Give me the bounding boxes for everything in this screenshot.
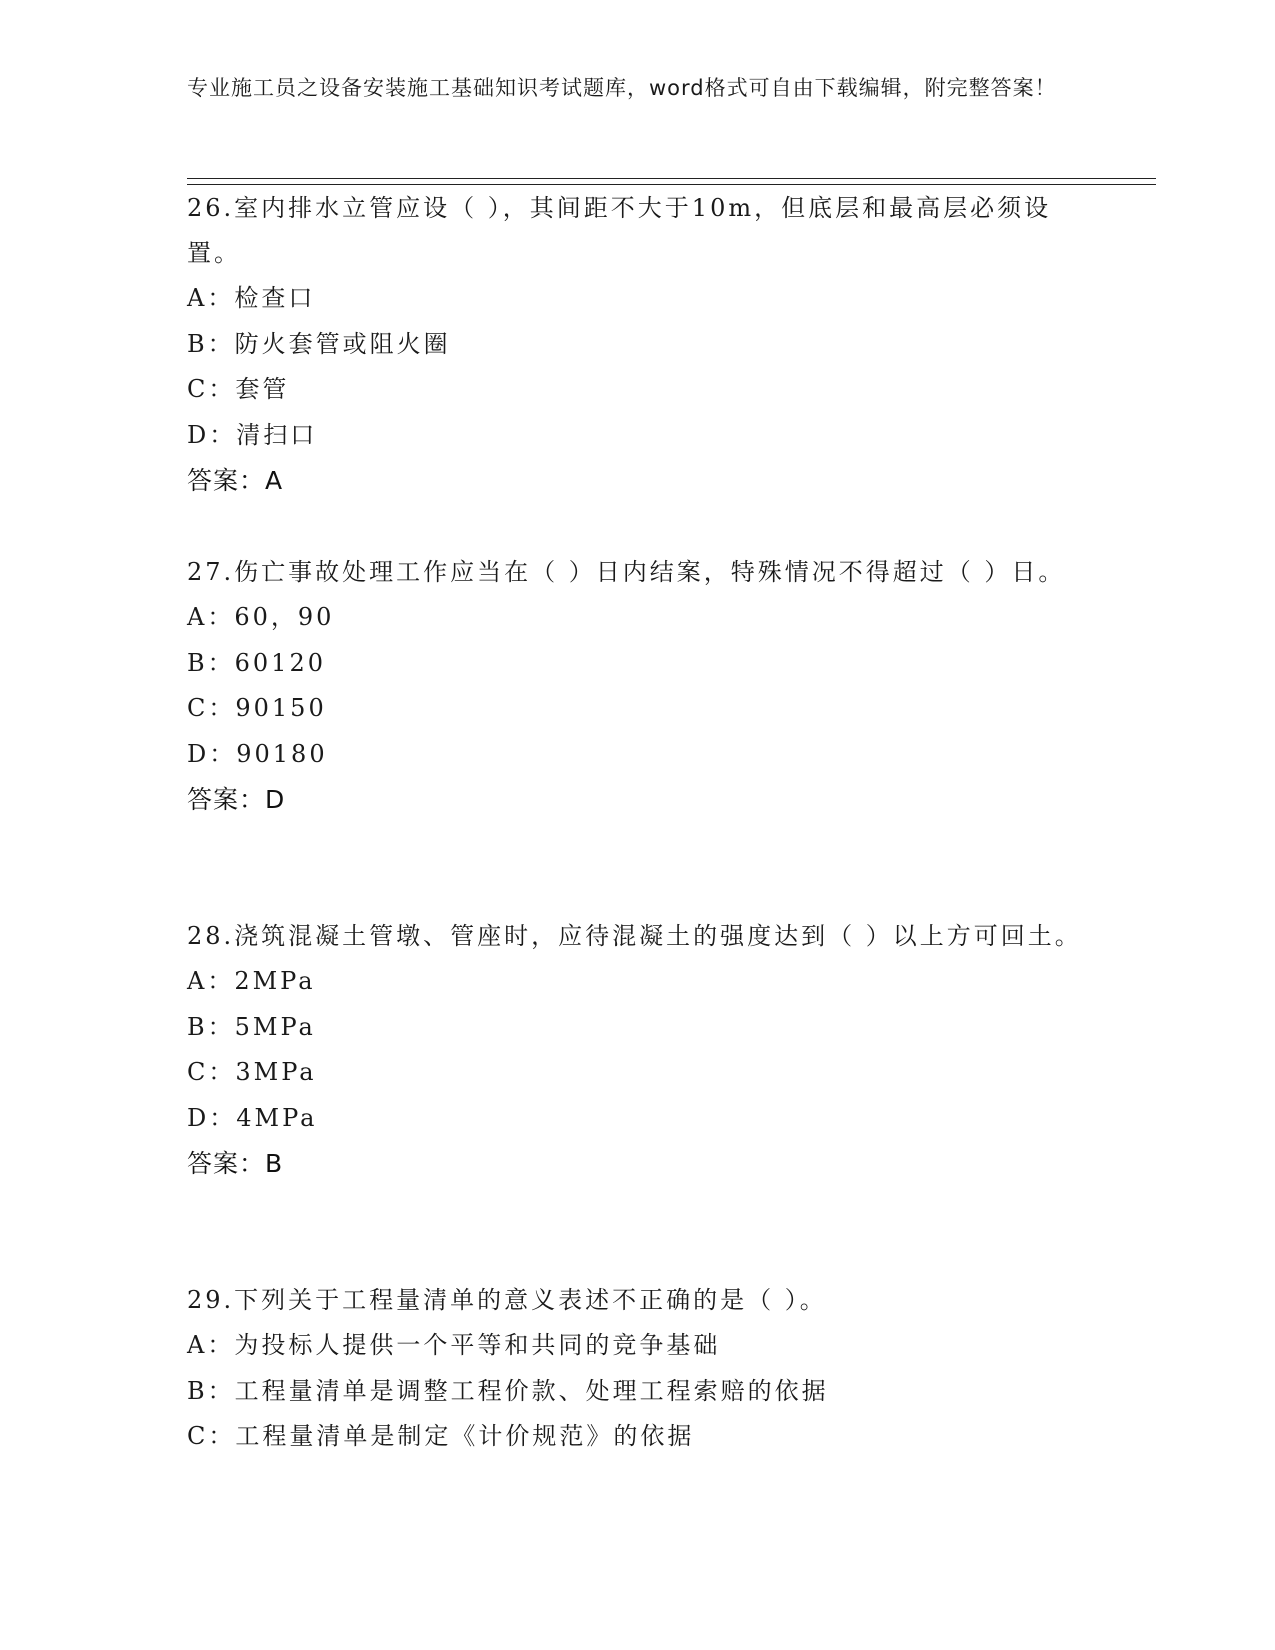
question-stem: 27.伤亡事故处理工作应当在（ ）日内结案，特殊情况不得超过（ ）日。 (187, 558, 1066, 586)
option-c: C：90150 (187, 694, 327, 722)
answer: 答案：A (187, 466, 284, 495)
option-a: A：2MPa (187, 967, 316, 995)
question-stem: 26.室内排水立管应设（ ），其间距不大于10m，但底层和最高层必须设置。 (187, 194, 1052, 267)
option-a: A：为投标人提供一个平等和共同的竞争基础 (187, 1331, 721, 1359)
option-b: B：工程量清单是调整工程价款、处理工程索赔的依据 (187, 1376, 829, 1405)
question-stem: 28.浇筑混凝土管墩、管座时，应待混凝土的强度达到（ ）以上方可回土。 (187, 922, 1082, 950)
option-b: B：5MPa (187, 1012, 316, 1041)
option-c: C：套管 (187, 375, 290, 403)
option-d: D：4MPa (187, 1103, 318, 1132)
header-divider-bottom (187, 184, 1156, 185)
question-29 (187, 1278, 1087, 1460)
option-d: D：90180 (187, 739, 328, 768)
option-b: B：60120 (187, 648, 326, 677)
option-a: A：检查口 (187, 284, 316, 312)
option-c: C：工程量清单是制定《计价规范》的依据 (187, 1422, 695, 1450)
question-27 (187, 550, 1087, 823)
header-divider-top (187, 178, 1156, 179)
option-d: D：清扫口 (187, 420, 318, 449)
question-28 (187, 914, 1087, 1187)
document-header: 专业施工员之设备安装施工基础知识考试题库，word格式可自由下载编辑，附完整答案！ (187, 76, 1057, 100)
option-c: C：3MPa (187, 1058, 317, 1086)
option-a: A：60，90 (187, 603, 335, 631)
question-26 (187, 186, 1087, 504)
answer: 答案：B (187, 1149, 284, 1178)
option-b: B：防火套管或阻火圈 (187, 329, 451, 358)
question-stem: 29.下列关于工程量清单的意义表述不正确的是（ ）。 (187, 1286, 827, 1314)
answer: 答案：D (187, 785, 286, 814)
